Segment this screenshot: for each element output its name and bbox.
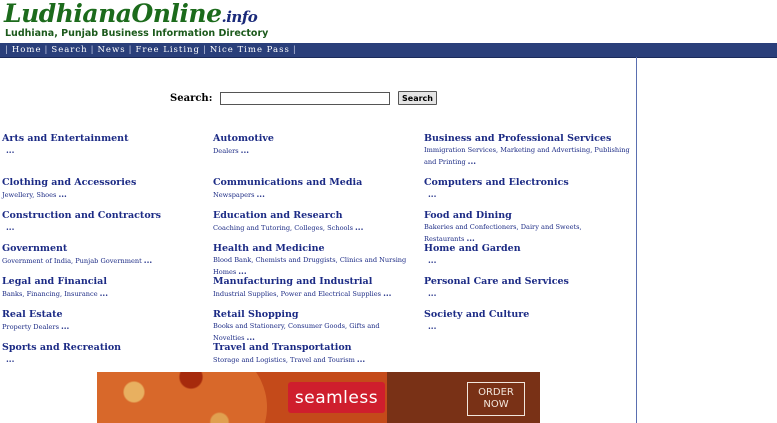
subcategory-separator: , <box>516 223 521 231</box>
category-block <box>424 309 634 333</box>
subcategory-link[interactable]: Travel and Tourism <box>290 356 355 364</box>
subcategory-link[interactable]: Restaurants <box>424 235 465 243</box>
site-header <box>0 0 777 42</box>
subcategory-list <box>424 255 634 267</box>
subcategory-list <box>2 288 212 300</box>
category-block <box>2 276 212 300</box>
subcategory-list <box>2 222 212 234</box>
more-link[interactable]: ... <box>355 222 364 232</box>
subcategory-list <box>213 222 423 234</box>
subcategory-link[interactable]: Shoes <box>36 191 57 199</box>
subcategory-separator: , <box>285 356 291 364</box>
subcategory-link[interactable]: Gifts and Novelties <box>213 322 380 342</box>
more-link[interactable]: ... <box>6 354 15 364</box>
subcategory-link[interactable]: Immigration Services <box>424 146 496 154</box>
subcategory-link[interactable]: Chemists and Druggists <box>255 256 336 264</box>
search-label: Search: <box>170 92 213 104</box>
order-now-line2: NOW <box>483 399 509 410</box>
subcategory-link[interactable]: Government of India <box>2 257 72 265</box>
category-block <box>213 243 423 278</box>
site-tagline: Ludhiana, Punjab Business Information Directory <box>5 28 269 39</box>
sidebar-divider <box>636 57 637 423</box>
subcategory-list <box>424 222 634 245</box>
nav-separator: | <box>128 45 133 55</box>
more-link[interactable]: ... <box>466 233 475 243</box>
more-link[interactable]: ... <box>238 266 247 276</box>
subcategory-separator: , <box>71 257 76 265</box>
category-block <box>424 243 634 267</box>
category-title-link[interactable]: Personal Care and Services <box>424 276 569 287</box>
search-button[interactable]: Search <box>398 91 437 105</box>
more-link[interactable]: ... <box>60 321 70 331</box>
category-title-link[interactable]: Education and Research <box>213 210 343 221</box>
category-title-link[interactable]: Home and Garden <box>424 243 521 254</box>
category-block <box>213 309 423 344</box>
more-link[interactable]: ... <box>428 288 437 298</box>
subcategory-link[interactable]: Dealers <box>213 147 239 155</box>
subcategory-list <box>213 145 423 157</box>
more-link[interactable]: ... <box>58 189 67 199</box>
category-block <box>424 177 634 201</box>
category-title-link[interactable]: Business and Professional Services <box>424 133 612 144</box>
nav-separator: | <box>44 45 49 55</box>
category-block <box>2 243 212 267</box>
subcategory-link[interactable]: Coaching and Tutoring <box>213 224 291 232</box>
subcategory-link[interactable]: Storage and Logistics <box>213 356 286 364</box>
subcategory-list <box>213 189 423 201</box>
category-title-link[interactable]: Manufacturing and Industrial <box>213 276 373 287</box>
subcategory-list <box>2 354 212 366</box>
category-block <box>213 342 423 366</box>
category-block <box>424 133 634 168</box>
category-block <box>213 133 423 157</box>
category-block <box>424 276 634 300</box>
subcategory-link[interactable]: Punjab Government <box>75 257 142 265</box>
subcategory-link[interactable]: Bakeries and Confectioners <box>424 223 517 231</box>
subcategory-separator: , <box>290 224 295 232</box>
more-link[interactable]: ... <box>143 255 153 265</box>
subcategory-separator: , <box>322 224 328 232</box>
subcategory-link[interactable]: Clinics and Nursing Homes <box>213 256 407 276</box>
subcategory-list <box>2 145 212 157</box>
subcategory-link[interactable]: Banks <box>2 290 23 298</box>
category-block <box>2 309 212 333</box>
nav-link-news[interactable]: News <box>97 45 126 55</box>
more-link[interactable]: ... <box>428 189 437 199</box>
subcategory-link[interactable]: Publishing and Printing <box>424 146 630 166</box>
subcategory-link[interactable]: Books and Stationery <box>213 322 284 330</box>
subcategory-list <box>213 288 423 300</box>
subcategory-list <box>213 321 423 344</box>
subcategory-link[interactable]: Industrial Supplies <box>213 290 277 298</box>
subcategory-list <box>213 255 423 278</box>
order-now-line1: ORDER <box>478 387 514 398</box>
subcategory-link[interactable]: Blood Bank <box>213 256 252 264</box>
subcategory-list <box>2 189 212 201</box>
category-block <box>2 133 212 157</box>
more-link[interactable]: ... <box>428 321 437 331</box>
category-title-link[interactable]: Legal and Financial <box>2 276 107 287</box>
subcategory-link[interactable]: Dairy and Sweets <box>520 223 580 231</box>
category-block <box>213 177 423 201</box>
nav-separator: | <box>90 45 95 55</box>
subcategory-link[interactable]: Financing <box>26 290 60 298</box>
category-title-link[interactable]: Retail Shopping <box>213 309 299 320</box>
category-title-link[interactable]: Real Estate <box>2 309 63 320</box>
more-link[interactable]: ... <box>6 145 15 155</box>
subcategory-separator: , <box>345 322 350 330</box>
more-link[interactable]: ... <box>6 222 15 232</box>
category-title-link[interactable]: Society and Culture <box>424 309 530 320</box>
seamless-ad-banner[interactable] <box>97 372 540 423</box>
more-link[interactable]: ... <box>383 288 392 298</box>
category-block <box>213 210 423 234</box>
order-now-button[interactable] <box>467 382 525 416</box>
subcategory-separator: , <box>276 290 281 298</box>
subcategory-separator: , <box>579 223 582 231</box>
more-link[interactable]: ... <box>240 145 250 155</box>
seamless-logo: seamless <box>288 382 385 413</box>
category-title-link[interactable]: Food and Dining <box>424 210 512 221</box>
subcategory-list <box>424 145 634 168</box>
subcategory-list <box>424 321 634 333</box>
subcategory-separator: , <box>60 290 65 298</box>
pizza-image <box>97 372 267 423</box>
subcategory-link[interactable]: Newspapers <box>213 191 255 199</box>
subcategory-separator: , <box>335 256 340 264</box>
more-link[interactable]: ... <box>467 156 477 166</box>
subcategory-list <box>424 189 634 201</box>
subcategory-list <box>424 288 634 300</box>
subcategory-separator: , <box>495 146 501 154</box>
top-nav-bar <box>0 43 777 58</box>
nav-items <box>2 43 300 57</box>
category-title-link[interactable]: Government <box>2 243 68 254</box>
nav-separator: | <box>5 45 9 55</box>
subcategory-list <box>2 321 212 333</box>
nav-separator: | <box>202 45 207 55</box>
subcategory-link[interactable]: Marketing and Advertising <box>500 146 591 154</box>
category-block <box>2 177 212 201</box>
category-title-link[interactable]: Arts and Entertainment <box>2 133 129 144</box>
more-link[interactable]: ... <box>428 255 437 265</box>
nav-link-nice-time-pass[interactable]: Nice Time Pass <box>209 45 290 55</box>
subcategory-link[interactable]: Power and Electrical Supplies <box>280 290 382 298</box>
category-title-link[interactable]: Automotive <box>213 133 274 144</box>
more-link[interactable]: ... <box>99 288 108 298</box>
subcategory-separator: , <box>283 322 288 330</box>
subcategory-link[interactable]: Colleges <box>294 224 323 232</box>
category-title-link[interactable]: Communications and Media <box>213 177 363 188</box>
subcategory-link[interactable]: Jewellery <box>2 191 33 199</box>
category-block <box>424 210 634 245</box>
category-title-link[interactable]: Travel and Transportation <box>213 342 352 353</box>
category-title-link[interactable]: Clothing and Accessories <box>2 177 137 188</box>
nav-link-search[interactable]: Search <box>51 45 88 55</box>
subcategory-list <box>2 255 212 267</box>
site-logo[interactable] <box>4 1 257 27</box>
category-title-link[interactable]: Construction and Contractors <box>2 210 162 221</box>
nav-link-home[interactable]: Home <box>11 45 42 55</box>
subcategory-separator: , <box>590 146 595 154</box>
subcategory-link[interactable]: Insurance <box>64 290 98 298</box>
more-link[interactable]: ... <box>246 332 255 342</box>
search-form <box>170 90 437 106</box>
subcategory-separator: , <box>22 290 27 298</box>
category-block <box>2 342 212 366</box>
category-title-link[interactable]: Computers and Electronics <box>424 177 569 188</box>
category-title-link[interactable]: Health and Medicine <box>213 243 325 254</box>
search-input[interactable] <box>220 92 390 105</box>
logo-main-text: LudhianaOnline <box>4 0 222 28</box>
nav-link-free-listing[interactable]: Free Listing <box>135 45 200 55</box>
category-title-link[interactable]: Sports and Recreation <box>2 342 122 353</box>
subcategory-link[interactable]: Consumer Goods <box>287 322 346 330</box>
subcategory-link[interactable]: Property Dealers <box>2 323 59 331</box>
subcategory-separator: , <box>251 256 256 264</box>
logo-tld-text: .info <box>221 8 258 26</box>
more-link[interactable]: ... <box>256 189 265 199</box>
nav-separator: | <box>292 45 297 55</box>
subcategory-link[interactable]: Schools <box>327 224 353 232</box>
subcategory-separator: , <box>32 191 37 199</box>
category-block <box>2 210 212 234</box>
category-block <box>213 276 423 300</box>
subcategory-list <box>213 354 423 366</box>
more-link[interactable]: ... <box>356 354 366 364</box>
